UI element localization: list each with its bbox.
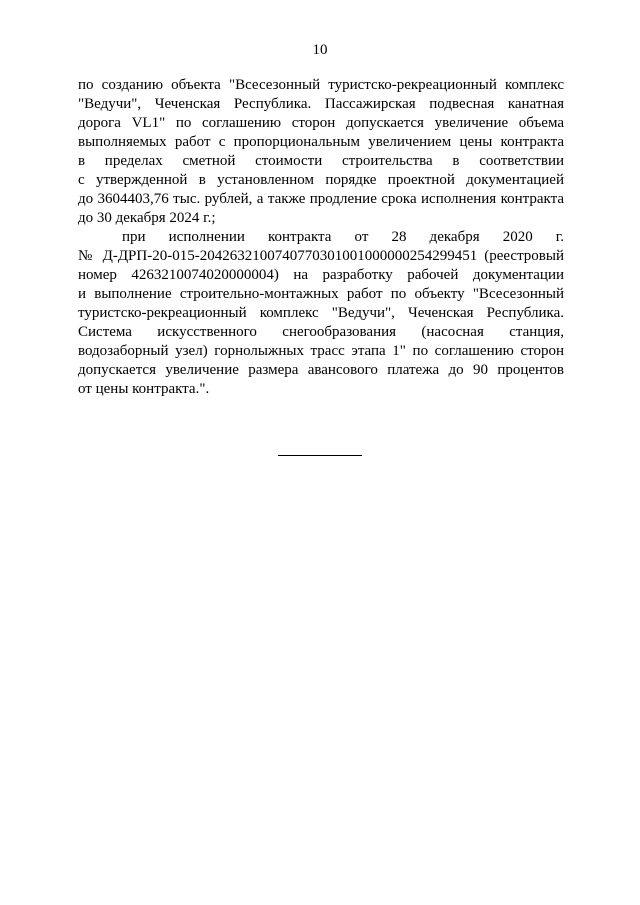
text-line: № Д-ДРП-20-015-2042632100740770301001000000254299451 (реестровый bbox=[78, 248, 564, 264]
text-line: до 30 декабря 2024 г.; bbox=[78, 210, 216, 226]
page-number: 10 bbox=[312, 42, 328, 58]
text-line: "Ведучи", Чеченская Республика. Пассажирская подвесная канатная bbox=[78, 96, 564, 112]
closing-separator-line bbox=[278, 455, 362, 456]
text-line: от цены контракта.". bbox=[78, 381, 210, 397]
body-text bbox=[78, 76, 564, 399]
text-line: водозаборный узел) горнолыжных трасс этапа 1" по соглашению сторон bbox=[78, 343, 564, 359]
text-line: и выполнение строительно-монтажных работ по объекту "Всесезонный bbox=[78, 286, 564, 302]
text-line: номер 4263210074020000004) на разработку рабочей документации bbox=[78, 267, 564, 283]
text-line: по созданию объекта "Всесезонный туристско-рекреационный комплекс bbox=[78, 77, 564, 93]
text-line: до 3604403,76 тыс. рублей, а также продление срока исполнения контракта bbox=[78, 191, 564, 207]
text-line: с утвержденной в установленном порядке проектной документацией bbox=[78, 172, 564, 188]
text-line: при исполнении контракта от 28 декабря 2020 г. bbox=[122, 229, 564, 245]
text-line: туристско-рекреационный комплекс "Ведучи", Чеченская Республика. bbox=[78, 305, 564, 321]
text-line: выполняемых работ с пропорциональным увеличением цены контракта bbox=[78, 134, 564, 150]
text-line: Система искусственного снегообразования (насосная станция, bbox=[78, 324, 564, 340]
text-line: допускается увеличение размера авансового платежа до 90 процентов bbox=[78, 362, 564, 378]
text-line: в пределах сметной стоимости строительства в соответствии bbox=[78, 153, 564, 169]
text-line: дорога VL1" по соглашению сторон допускается увеличение объема bbox=[78, 115, 564, 131]
